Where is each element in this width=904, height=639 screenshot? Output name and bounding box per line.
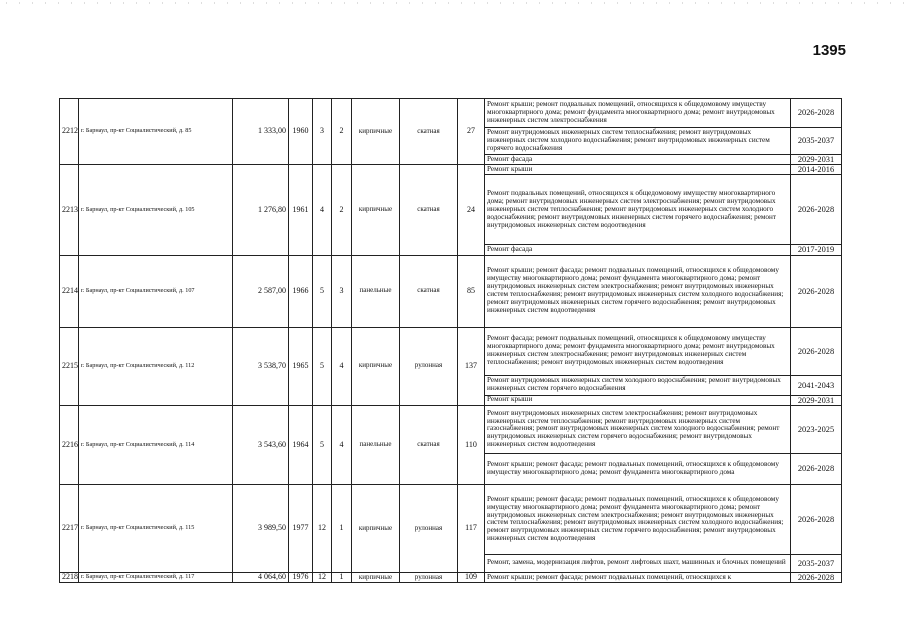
- works-period: 2041-2043: [791, 375, 842, 395]
- house-area: 1 276,80: [233, 165, 289, 255]
- scan-noise: [0, 0, 904, 6]
- table-row: [60, 99, 842, 128]
- works-list: Ремонт крыши; ремонт фасада; ремонт подвальных помещений, относящихся к общедомовому имуществу многоквартирного дома; ремонт фундамента многоквартирного дома; ремонт внутридомовых инженерных систем электроснабжения; ремонт внутридомовых инженерных систем теплоснабжения; ремонт внутридомовых инженерных систем холодного водоснабжения; ремонт внутридомовых инженерных систем горячего водоснабжения; ремонт внутридомовых инженерных систем водоотведения: [485, 484, 791, 554]
- house-entrances: 4: [332, 327, 352, 405]
- house-number: 2217: [60, 484, 79, 572]
- works-list: Ремонт крыши; ремонт подвальных помещений, относящихся к общедомовому имуществу многоквартирного дома; ремонт фундамента многоквартирного дома; ремонт внутридомовых инженерных систем электроснабжения: [485, 99, 791, 128]
- table-row: [60, 165, 842, 175]
- house-number: 2216: [60, 405, 79, 484]
- table-row: [60, 255, 842, 327]
- house-floors: 5: [313, 405, 332, 484]
- house-apartments: 109: [458, 572, 485, 582]
- housing-repair-table: [59, 98, 842, 583]
- works-period: 2026-2028: [791, 327, 842, 375]
- works-list: Ремонт крыши; ремонт фасада; ремонт подвальных помещений, относящихся к общедомовому имуществу многоквартирного дома; ремонт фундамента многоквартирного дома; ремонт внутридомовых инженерных систем электроснабжения; ремонт внутридомовых инженерных систем теплоснабжения; ремонт внутридомовых инженерных систем холодного водоснабжения; ремонт внутридомовых инженерных систем горячего водоснабжения; ремонт внутридомовых инженерных систем водоотведения: [485, 255, 791, 327]
- works-list: Ремонт внутридомовых инженерных систем теплоснабжения; ремонт внутридомовых инженерных систем холодного водоснабжения; ремонт внутридомовых инженерных систем горячего водоснабжения: [485, 128, 791, 155]
- house-entrances: 2: [332, 165, 352, 255]
- house-floors: 3: [313, 99, 332, 165]
- works-period: 2023-2025: [791, 405, 842, 453]
- house-apartments: 27: [458, 99, 485, 165]
- works-list: Ремонт крыши: [485, 395, 791, 405]
- house-year: 1977: [289, 484, 313, 572]
- works-period: 2026-2028: [791, 484, 842, 554]
- house-area: 4 064,60: [233, 572, 289, 582]
- works-period: 2029-2031: [791, 395, 842, 405]
- house-year: 1960: [289, 99, 313, 165]
- house-address: г. Барнаул, пр-кт Социалистический, д. 107: [79, 255, 233, 327]
- works-period: 2035-2037: [791, 128, 842, 155]
- house-area: 1 333,00: [233, 99, 289, 165]
- house-entrances: 2: [332, 99, 352, 165]
- works-list: Ремонт крыши: [485, 165, 791, 175]
- works-list: Ремонт, замена, модернизация лифтов, ремонт лифтовых шахт, машинных и блочных помещений: [485, 554, 791, 572]
- house-walls: кирпичные: [352, 327, 400, 405]
- house-address: г. Барнаул, пр-кт Социалистический, д. 85: [79, 99, 233, 165]
- works-period: 2026-2028: [791, 175, 842, 245]
- house-roof: скатная: [400, 405, 458, 484]
- house-roof: рулонная: [400, 572, 458, 582]
- works-period: 2014-2016: [791, 165, 842, 175]
- house-roof: скатная: [400, 165, 458, 255]
- works-list: Ремонт внутридомовых инженерных систем электроснабжения; ремонт внутридомовых инженерных систем теплоснабжения; ремонт внутридомовых инженерных систем газоснабжения; ремонт внутридомовых инженерных систем холодного водоснабжения; ремонт внутридомовых инженерных систем горячего водоснабжения; ремонт внутридомовых инженерных систем водоотведения: [485, 405, 791, 453]
- house-area: 3 543,60: [233, 405, 289, 484]
- house-entrances: 4: [332, 405, 352, 484]
- house-number: 2215: [60, 327, 79, 405]
- house-floors: 5: [313, 327, 332, 405]
- house-address: г. Барнаул, пр-кт Социалистический, д. 112: [79, 327, 233, 405]
- house-entrances: 3: [332, 255, 352, 327]
- house-floors: 5: [313, 255, 332, 327]
- works-list: Ремонт фасада: [485, 155, 791, 165]
- house-roof: скатная: [400, 99, 458, 165]
- house-walls: панельные: [352, 255, 400, 327]
- table-row: [60, 327, 842, 375]
- works-period: 2026-2028: [791, 572, 842, 582]
- works-period: 2026-2028: [791, 453, 842, 484]
- works-period: 2026-2028: [791, 99, 842, 128]
- house-number: 2218: [60, 572, 79, 582]
- house-roof: рулонная: [400, 327, 458, 405]
- works-list: Ремонт фасада: [485, 245, 791, 255]
- works-period: 2035-2037: [791, 554, 842, 572]
- house-apartments: 117: [458, 484, 485, 572]
- works-period: 2029-2031: [791, 155, 842, 165]
- works-list: Ремонт внутридомовых инженерных систем холодного водоснабжения; ремонт внутридомовых инженерных систем горячего водоснабжения: [485, 375, 791, 395]
- house-address: г. Барнаул, пр-кт Социалистический, д. 115: [79, 484, 233, 572]
- house-roof: рулонная: [400, 484, 458, 572]
- house-floors: 4: [313, 165, 332, 255]
- house-year: 1964: [289, 405, 313, 484]
- house-floors: 12: [313, 572, 332, 582]
- house-floors: 12: [313, 484, 332, 572]
- table-body: [60, 99, 842, 583]
- table-row: [60, 484, 842, 554]
- house-walls: кирпичные: [352, 484, 400, 572]
- house-number: 2213: [60, 165, 79, 255]
- house-walls: кирпичные: [352, 572, 400, 582]
- house-entrances: 1: [332, 484, 352, 572]
- house-year: 1965: [289, 327, 313, 405]
- works-list: Ремонт крыши; ремонт фасада; ремонт подвальных помещений, относящихся к общедомовому имуществу многоквартирного дома; ремонт фундамента многоквартирного дома: [485, 453, 791, 484]
- page-number: 1395: [812, 42, 846, 59]
- house-number: 2212: [60, 99, 79, 165]
- table-row: [60, 405, 842, 453]
- table-row: [60, 572, 842, 582]
- works-list: Ремонт фасада; ремонт подвальных помещений, относящихся к общедомовому имуществу многоквартирного дома; ремонт фундамента многоквартирного дома; ремонт внутридомовых инженерных систем электроснабжения; ремонт внутридомовых инженерных систем теплоснабжения; ремонт внутридомовых инженерных систем водоотведения: [485, 327, 791, 375]
- house-number: 2214: [60, 255, 79, 327]
- house-year: 1961: [289, 165, 313, 255]
- works-period: 2026-2028: [791, 255, 842, 327]
- house-area: 2 587,00: [233, 255, 289, 327]
- house-address: г. Барнаул, пр-кт Социалистический, д. 114: [79, 405, 233, 484]
- house-walls: панельные: [352, 405, 400, 484]
- house-address: г. Барнаул, пр-кт Социалистический, д. 117: [79, 572, 233, 582]
- house-area: 3 989,50: [233, 484, 289, 572]
- house-apartments: 85: [458, 255, 485, 327]
- works-list: Ремонт крыши; ремонт фасада; ремонт подвальных помещений, относящихся к: [485, 572, 791, 582]
- house-walls: кирпичные: [352, 165, 400, 255]
- house-apartments: 110: [458, 405, 485, 484]
- house-address: г. Барнаул, пр-кт Социалистический, д. 105: [79, 165, 233, 255]
- house-entrances: 1: [332, 572, 352, 582]
- house-roof: скатная: [400, 255, 458, 327]
- house-apartments: 24: [458, 165, 485, 255]
- works-list: Ремонт подвальных помещений, относящихся к общедомовому имуществу многоквартирного дома; ремонт внутридомовых инженерных систем электроснабжения; ремонт внутридомовых инженерных систем теплоснабжения; ремонт внутридомовых инженерных систем холодного водоснабжения; ремонт внутридомовых инженерных систем горячего водоснабжения; ремонт внутридомовых инженерных систем водоотведения: [485, 175, 791, 245]
- house-area: 3 538,70: [233, 327, 289, 405]
- house-year: 1966: [289, 255, 313, 327]
- house-walls: кирпичные: [352, 99, 400, 165]
- house-apartments: 137: [458, 327, 485, 405]
- house-year: 1976: [289, 572, 313, 582]
- works-period: 2017-2019: [791, 245, 842, 255]
